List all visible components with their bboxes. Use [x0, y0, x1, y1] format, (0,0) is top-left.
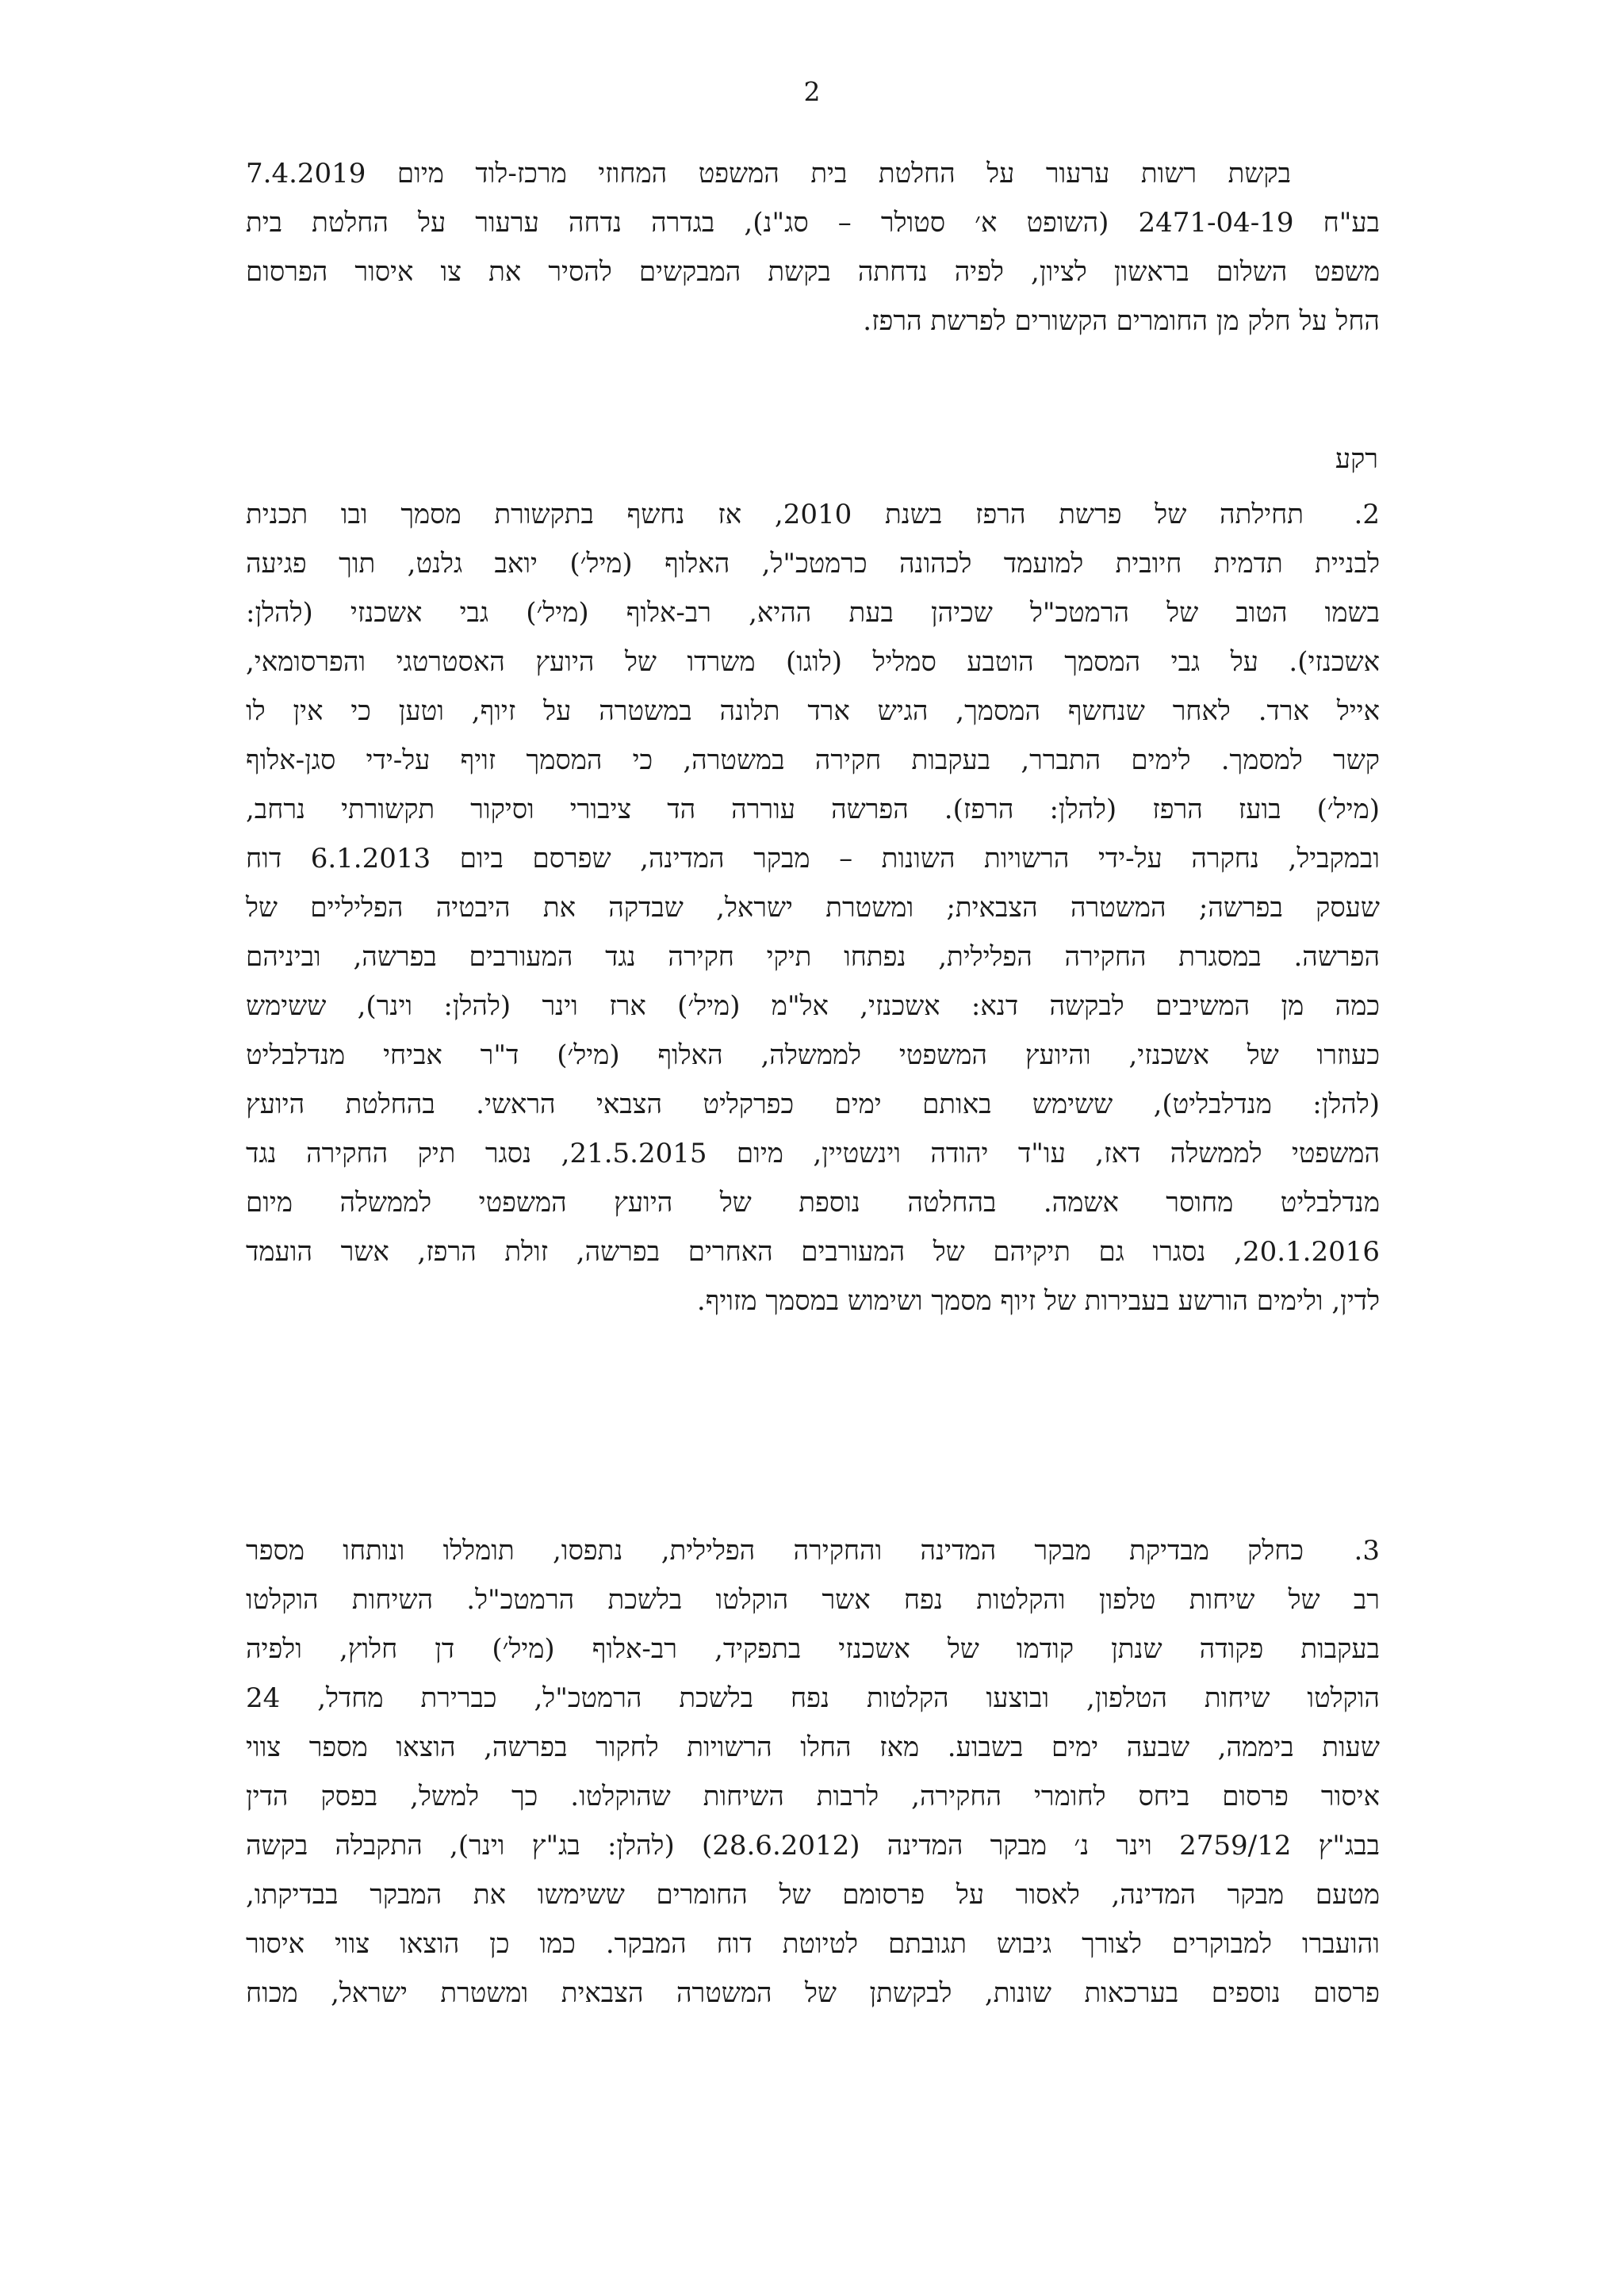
paragraph-line: שעסק בפרשה; המשטרה הצבאית; ומשטרת ישראל, שבדקה את היבטיה הפליליים של [246, 892, 1380, 924]
paragraph-line: פרסום נוספים בערכאות שונות, לבקשתן של המשטרה הצבאית ומשטרת ישראל, מכוח [246, 1977, 1380, 2009]
intro-line: בע"ח 2471-04-19 (השופט א׳ סטולר – סג"נ), בגדרה נדחה ערעור על החלטת בית [246, 207, 1380, 239]
paragraph-line: כמה מן המשיבים לבקשה דנא: אשכנזי, אל"מ (מיל׳) ארז וינר (להלן: וינר), ששימש [246, 990, 1380, 1022]
paragraph-line: קשר למסמך. לימים התברר, בעקבות חקירה במשטרה, כי המסמך זויף על-ידי סגן-אלוף [246, 744, 1380, 776]
paragraph-line: הפרשה. במסגרת החקירה הפלילית, נפתחו תיקי חקירה נגד המעורבים בפרשה, וביניהם [246, 941, 1380, 973]
paragraph-number: 2. [1354, 499, 1380, 530]
paragraph-line: כעוזרו של אשכנזי, והיועץ המשפטי לממשלה, האלוף (מיל׳) ד"ר אביחי מנדלבליט [246, 1039, 1380, 1071]
paragraph-line: הוקלטו שיחות הטלפון, ובוצעו הקלטות נפח בלשכת הרמטכ"ל, כברירת מחדל, 24 [246, 1682, 1380, 1714]
paragraph-3 [246, 1526, 1380, 2018]
intro-line: החל על חלק מן החומרים הקשורים לפרשת הרפז. [863, 305, 1380, 337]
paragraph-line: אייל ארד. לאחר שנחשף המסמך, הגיש ארד תלונה במשטרה על זיוף, וטען כי אין לו [246, 695, 1380, 727]
paragraph-line: איסור פרסום ביחס לחומרי החקירה, לרבות השיחות שהוקלטו. כך למשל, בפסק הדין [246, 1781, 1380, 1812]
paragraph-line: מטעם מבקר המדינה, לאסור על פרסומם של החומרים ששימשו את המבקר בבדיקתו, [246, 1879, 1380, 1911]
paragraph-line: המשפטי לממשלה דאז, עו"ד יהודה וינשטיין, מיום 21.5.2015, נסגר תיק החקירה נגד [246, 1138, 1380, 1169]
paragraph-line: אשכנזי). על גבי המסמך הוטבע סמליל (לוגו) משרדו של היועץ האסטרטגי והפרסומאי, [246, 646, 1380, 678]
paragraph-line: בשמו הטוב של הרמטכ"ל שכיהן בעת ההיא, רב-אלוף (מיל׳) גבי אשכנזי (להלן: [246, 597, 1380, 629]
paragraph-number: 3. [1354, 1535, 1380, 1567]
paragraph-line-text: תחילתה של פרשת הרפז בשנת 2010, אז נחשף בתקשורת מסמך ובו תכנית [246, 499, 1304, 530]
paragraph-2 [246, 490, 1380, 1326]
paragraph-line: בעקבות פקודה שנתן קודמו של אשכנזי בתפקיד, רב-אלוף (מיל׳) דן חלוץ, ולפיה [246, 1633, 1380, 1665]
paragraph-line: שעות ביממה, שבעה ימים בשבוע. מאז החלו הרשויות לחקור בפרשה, הוצאו מספר צווי [246, 1732, 1380, 1763]
paragraph-line: לבניית תדמית חיובית למועמד לכהונה כרמטכ"ל, האלוף (מיל׳) יואב גלנט, תוך פגיעה [246, 548, 1380, 580]
paragraph-line: (להלן: מנדלבליט), ששימש באותם ימים כפרקליט הצבאי הראשי. בהחלטת היועץ [246, 1089, 1380, 1120]
intro-line: משפט השלום בראשון לציון, לפיה נדחתה בקשת המבקשים להסיר את צו איסור הפרסום [246, 256, 1380, 288]
section-heading: רקע [1335, 443, 1378, 475]
paragraph-line: לדין, ולימים הורשע בעבירות של זיוף מסמך ושימוש במסמך מזויף. [696, 1285, 1380, 1317]
paragraph-first-line [246, 490, 1380, 539]
paragraph-line: ובמקביל, נחקרה על-ידי הרשויות השונות – מבקר המדינה, שפרסם ביום 6.1.2013 דוח [246, 843, 1380, 874]
paragraph-first-line [246, 1526, 1380, 1575]
paragraph-line: בבג"ץ 2759/12 וינר נ׳ מבקר המדינה (28.6.2012) (להלן: בג"ץ וינר), התקבלה בקשה [246, 1830, 1380, 1862]
paragraph-line: מנדלבליט מחוסר אשמה. בהחלטה נוספת של היועץ המשפטי לממשלה מיום [246, 1187, 1380, 1219]
paragraph-line: 20.1.2016, נסגרו גם תיקיהם של המעורבים האחרים בפרשה, זולת הרפז, אשר הועמד [246, 1236, 1381, 1268]
intro-paragraph [246, 149, 1380, 346]
page-number: 2 [803, 76, 821, 107]
paragraph-line: (מיל׳) בועז הרפז (להלן: הרפז). הפרשה עוררה הד ציבורי וסיקור תקשורתי נרחב, [246, 794, 1380, 825]
paragraph-line: רב של שיחות טלפון והקלטות נפח אשר הוקלטו בלשכת הרמטכ"ל. השיחות הוקלטו [246, 1584, 1380, 1616]
paragraph-line: והועברו למבוקרים לצורך גיבוש תגובתם לטיוטת דוח המבקר. כמו כן הוצאו צווי איסור [246, 1928, 1380, 1960]
intro-line: בקשת רשות ערעור על החלטת בית המשפט המחוזי מרכז-לוד מיום 7.4.2019 [246, 158, 1291, 189]
paragraph-line-text: כחלק מבדיקת מבקר המדינה והחקירה הפלילית, נתפסו, תומללו ונותחו מספר [246, 1535, 1304, 1567]
